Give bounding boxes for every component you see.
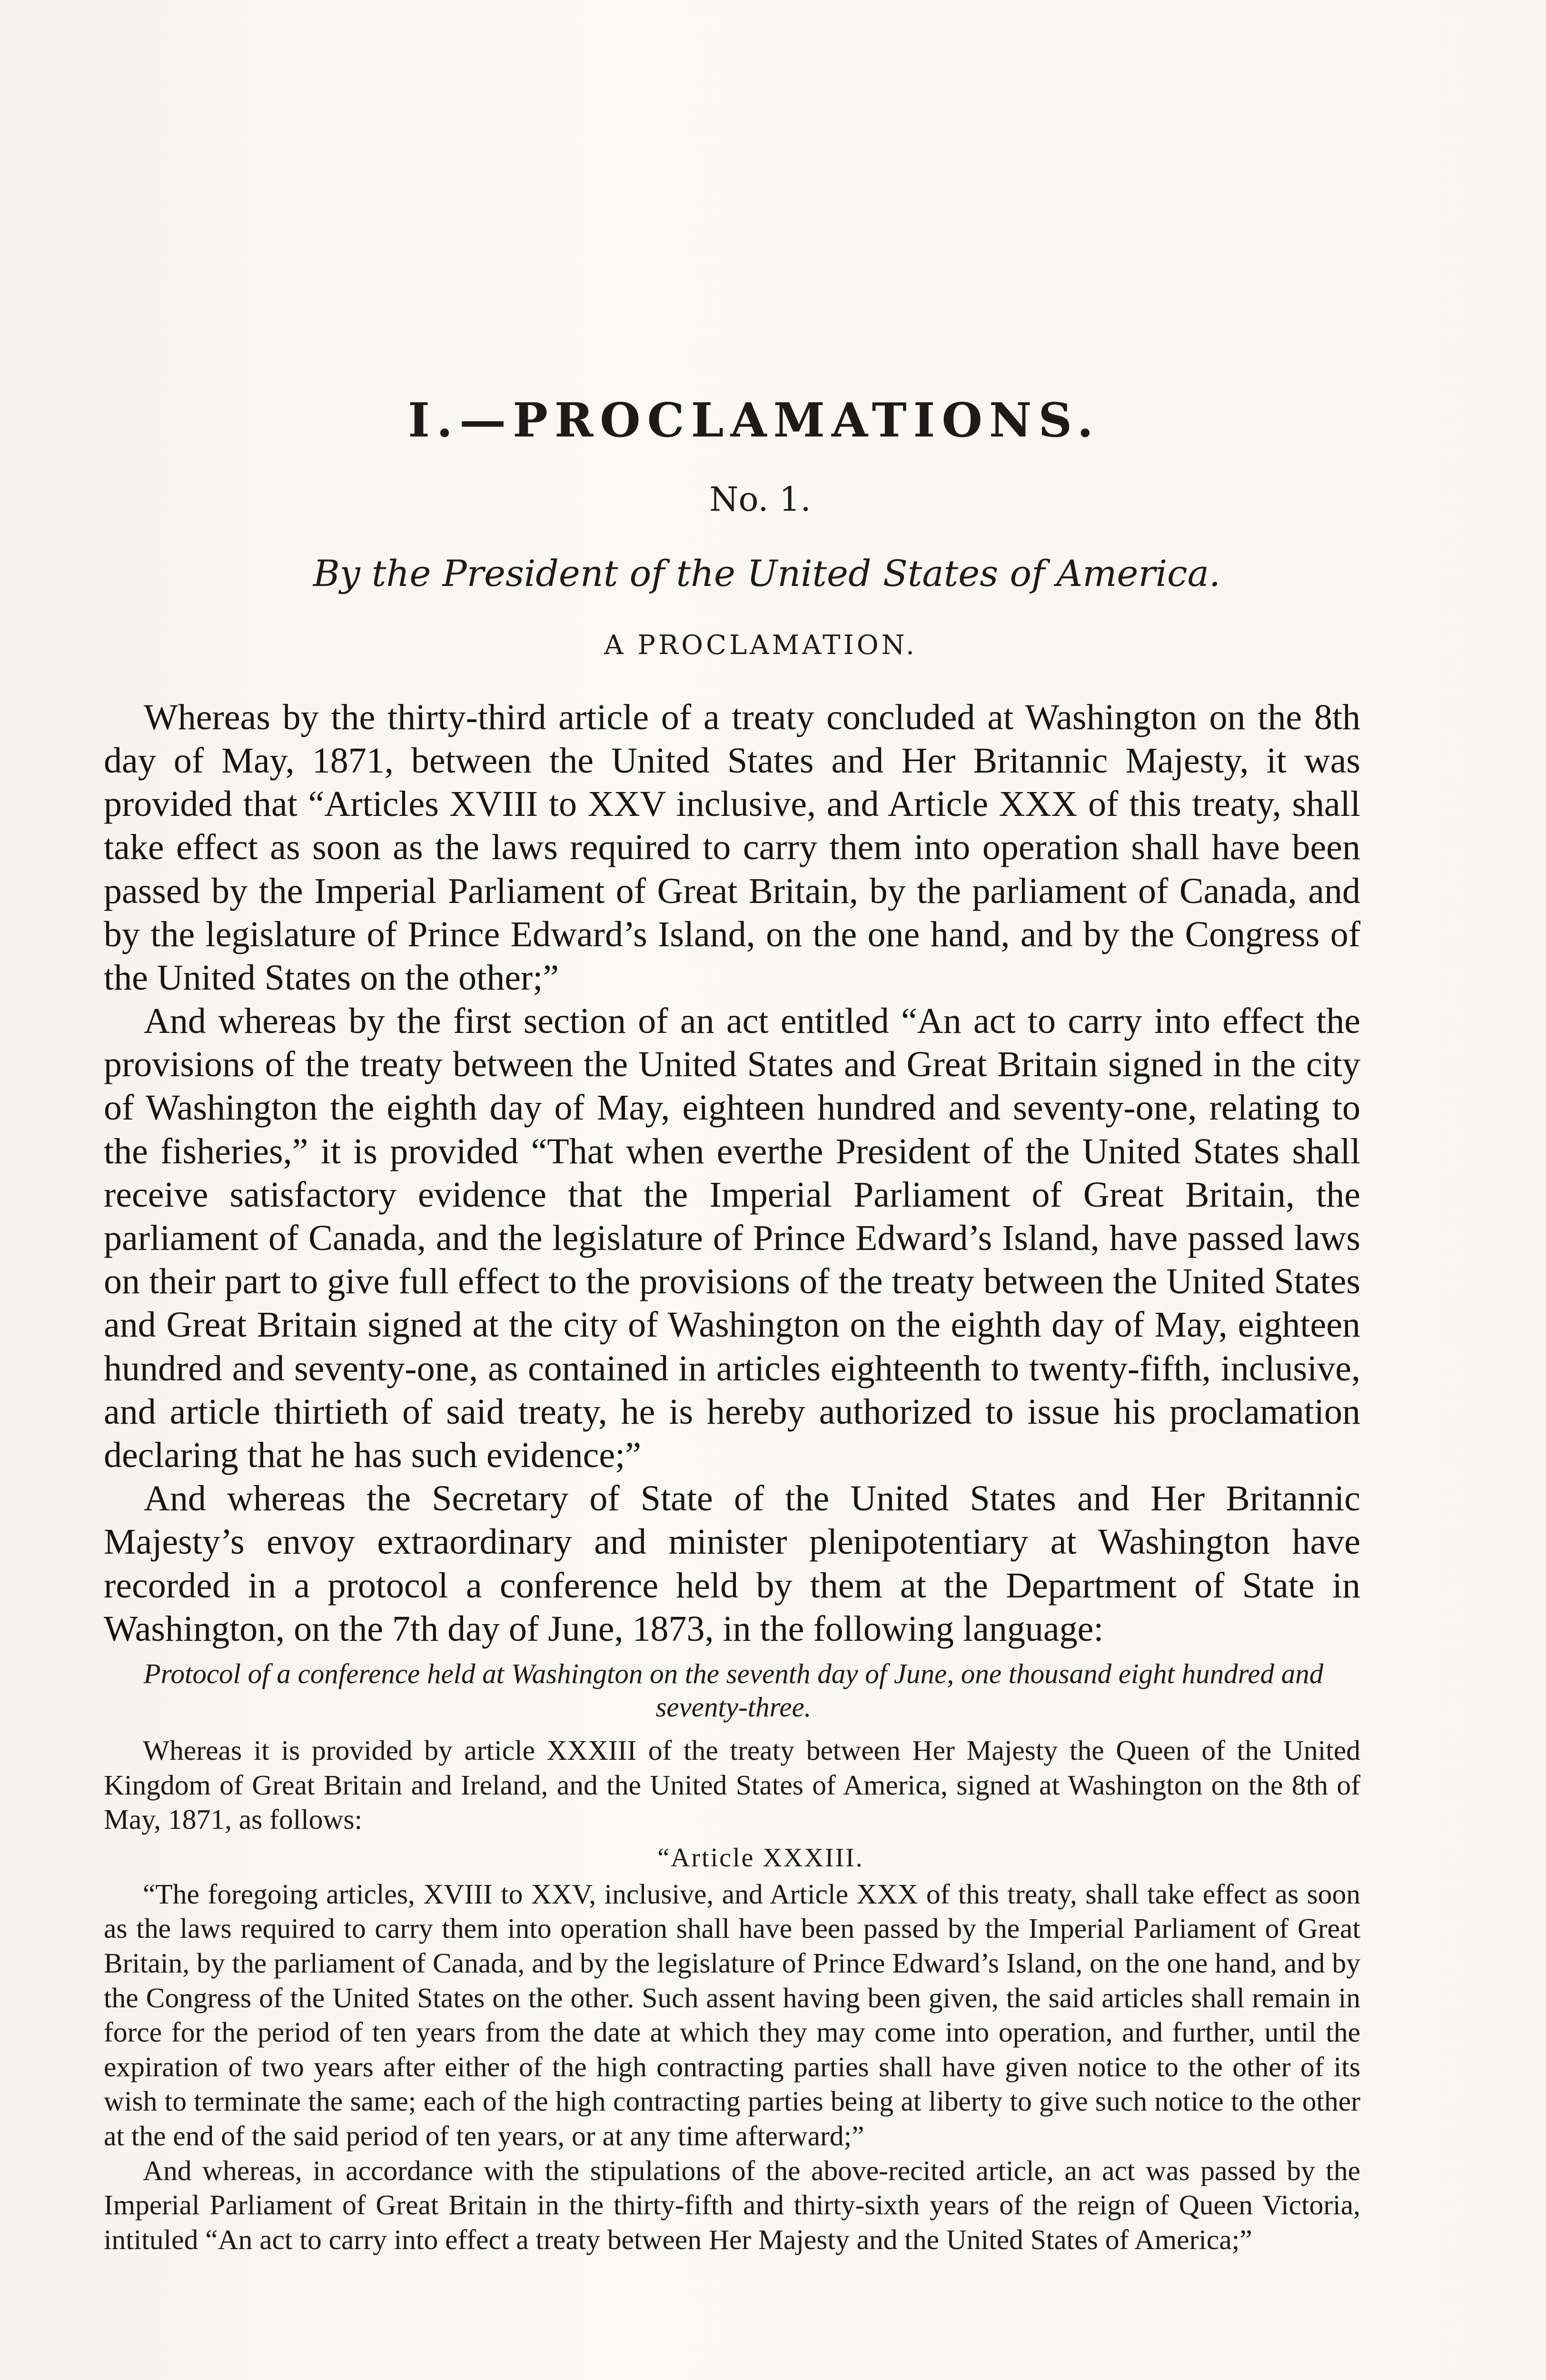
body-paragraph-2: And whereas by the first section of an act entitled “An act to carry into effect the provisions of the treaty between the United States and Great Britain signed in the city of Washington the eighth day of May, eighteen hundred and seventy-one, relating to the fisheries,” it is provided “That when everthe President of the United States shall receive satisfactory evidence that the Imperial Parliament of Great Britain, the parliament of Canada, and the legislature of Prince Edward’s Island, have passed laws on their part to give full effect to the provisions of the treaty between the United States and Great Britain signed at the city of Washington on the eighth day of May, eighteen hundred and seventy-one, as contained in articles eighteenth to twenty-fifth, inclusive, and article thirtieth of said treaty, he is hereby authorized to issue his proclamation declaring that he has such evidence;” (104, 1001, 1360, 1475)
body-paragraph-1: Whereas by the thirty-third article of a treaty concluded at Washington on the 8th day of May, 1871, between the United States and Her Britannic Majesty, it was provided that “Articles XVIII to XXV inclusive, and Article XXX of this treaty, shall take effect as soon as the laws required to carry them into operation shall have been passed by the Imperial Parliament of Great Britain, by the parliament of Canada, and by the legislature of Prince Edward’s Island, on the one hand, and by the Congress of the United States on the other;” (104, 697, 1360, 998)
body-paragraph-3: And whereas the Secretary of State of the United States and Her Britannic Majesty’s envoy extraordinary and minister plenipotentiary at Washington have recorded in a protocol a conference held by them at the Department of State in Washington, on the 7th day of June, 1873, in the following language: (104, 1478, 1360, 1649)
text-column (104, 395, 1360, 2257)
section-heading: I.—PROCLAMATIONS. (408, 393, 1100, 448)
article-heading: “Article XXXIII. (657, 1843, 864, 1873)
proclamation-number: No. 1. (709, 479, 811, 519)
proclamation-title: A PROCLAMATION. (604, 629, 917, 661)
protocol-caption: Protocol of a conference held at Washington on the seventh day of June, one thousand eight hundred and seventy-three. (143, 1657, 1324, 1723)
article-text: “The foregoing articles, XVIII to XXV, inclusive, and Article XXX of this treaty, shall take effect as soon as the laws required to carry them into operation shall have been passed by the Imperial Parliament of Great Britain, by the parliament of Canada, and by the legislature of Prince Edward’s Island, on the one hand, and by the Congress of the United States on the other. Such assent having been given, the said articles shall remain in force for the period of ten years from the date at which they may come into operation, and further, until the expiration of two years after either of the high contracting parties shall have given notice to the other of its wish to terminate the same; each of the high contracting parties being at liberty to give such notice to the other at the end of the said period of ten years, or at any time afterward;” (104, 1878, 1360, 2152)
protocol-paragraph-2: And whereas, in accordance with the stipulations of the above-recited article, an act was passed by the Imperial Parliament of Great Britain in the thirty-fifth and thirty-sixth years of the reign of Queen Victoria, intituled “An act to carry into effect a treaty between Her Majesty and the United States of America;” (104, 2154, 1360, 2255)
protocol-paragraph-1: Whereas it is provided by article XXXIII of the treaty between Her Majesty the Queen of the United Kingdom of Great Britain and Ireland, and the United States of America, signed at Washington on the 8th of May, 1871, as follows: (104, 1735, 1360, 1835)
by-line: By the President of the United States of America. (313, 552, 1221, 595)
